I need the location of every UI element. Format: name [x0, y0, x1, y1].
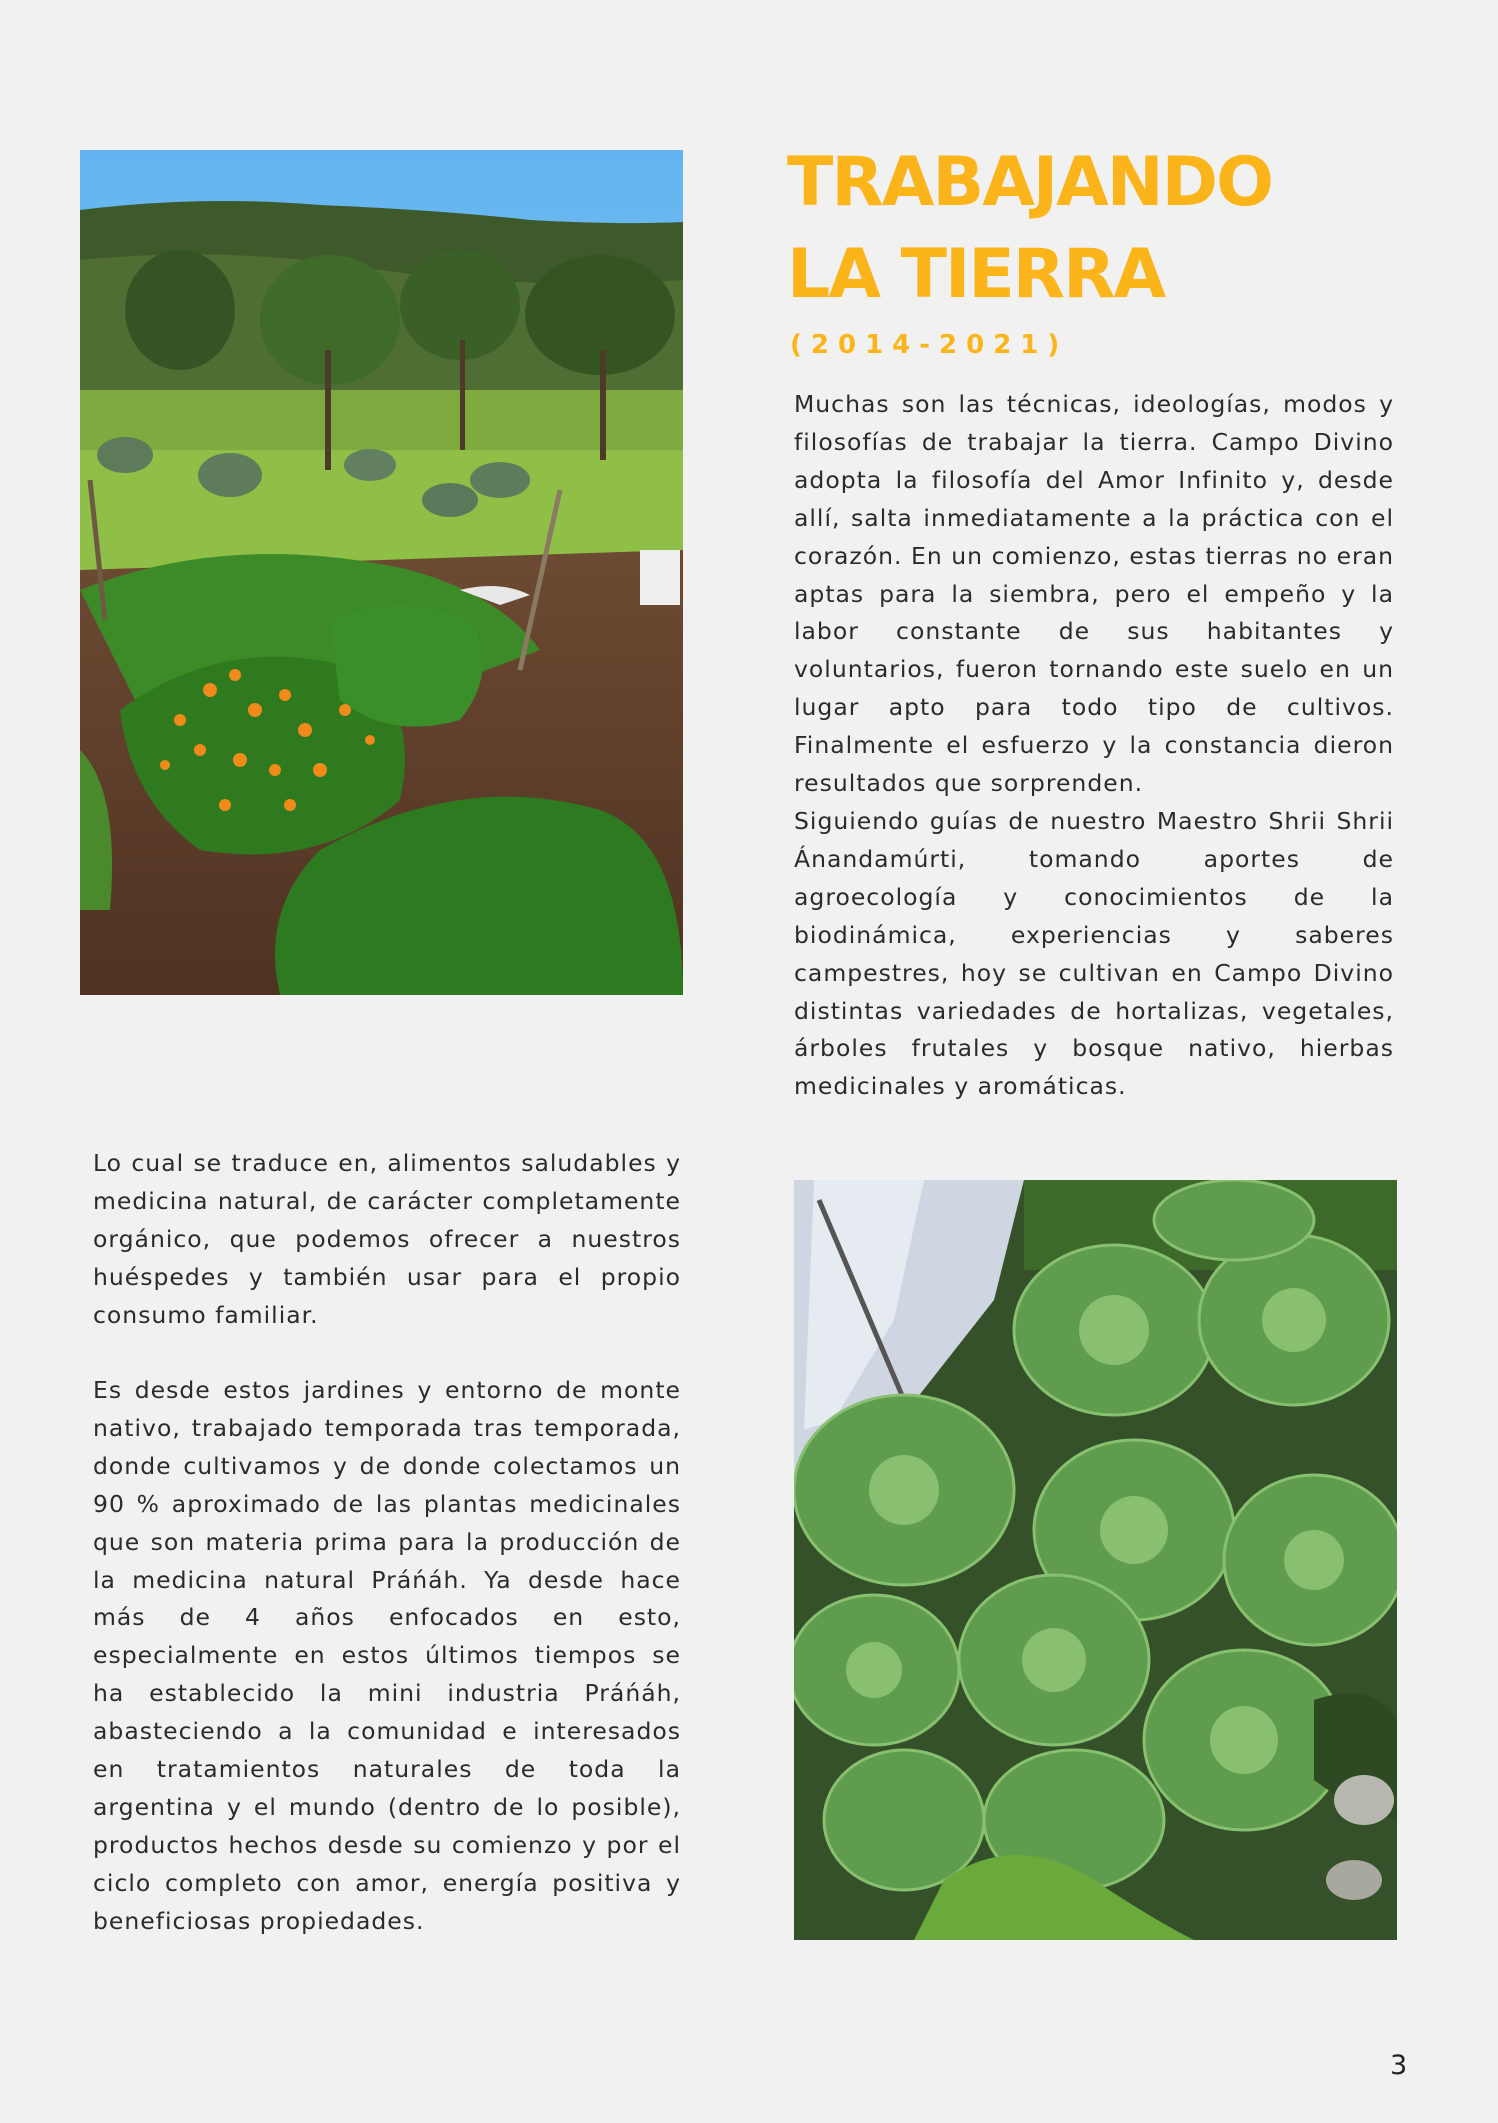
cabbage-photo	[794, 1180, 1397, 1940]
paragraph-teachings: Siguiendo guías de nuestro Maestro Shrii Shrii Ánandamúrti, tomando aportes de agroecología y conocimientos de la biodinámica, experiencias y saberes campestres, hoy se cultivan en Campo Divino distintas variedades de hortalizas, vegetales, árboles frutales y bosque nativo, hierbas medicinales y aromáticas.	[794, 806, 1394, 1101]
paragraph-pranah: Es desde estos jardines y entorno de monte nativo, trabajado temporada tras temporada, donde cultivamos y de donde colectamos un 90 % aproximado de las plantas medicinales que son materia prima para la producción de la medicina natural Práńáh. Ya desde hace más de 4 años enfocados en esto, especialmente en estos últimos tiempos se ha establecido la mini industria Práńáh, abasteciendo a la comunidad e interesados en tratamientos naturales de toda la argentina y el mundo (dentro de lo posible), productos hechos desde su comienzo y por el ciclo completo con amor, energía positiva y beneficiosas propiedades.	[93, 1376, 681, 1935]
cabbage-illustration	[794, 1180, 1397, 1940]
years-subtitle: (2014-2021)	[790, 330, 1069, 360]
page-number: 3	[1390, 2050, 1408, 2081]
right-column-text	[794, 386, 1394, 1106]
paragraph-intro: Muchas son las técnicas, ideologías, modos y filosofías de trabajar la tierra. Campo Divino adopta la filosofía del Amor Infinito y, desde allí, salta inmediatamente a la práctica con el corazón. En un comienzo, estas tierras no eran aptas para la siembra, pero el empeño y la labor constante de sus habitantes y voluntarios, fueron tornando este suelo en un lugar apto para todo tipo de cultivos. Finalmente el esfuerzo y la constancia dieron resultados que sorprenden.	[794, 390, 1394, 798]
page-title	[787, 137, 1407, 321]
title-line-2: LA TIERRA	[787, 235, 1165, 314]
garden-illustration	[80, 150, 683, 995]
paragraph-results: Lo cual se traduce en, alimentos saludables y medicina natural, de carácter completamente orgánico, que podemos ofrecer a nuestros huéspedes y también usar para el propio consumo familiar.	[93, 1149, 681, 1329]
title-line-1: TRABAJANDO	[787, 143, 1272, 222]
garden-photo	[80, 150, 683, 995]
